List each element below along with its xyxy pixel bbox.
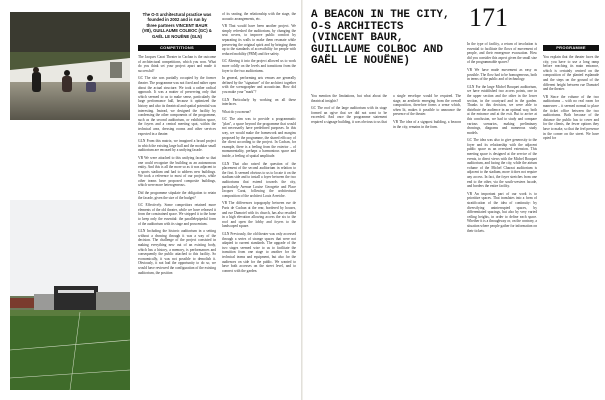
left-column-1 [138,12,216,278]
right-page [303,0,605,400]
left-column-2 [222,12,296,276]
paragraph: GLN Including the historic auditorium in a setting without a drawing through it was a way of the decision. The challenge of the project consisted in making everything new out of an existing body, which has a history, a memory, is performances and consequently the public attached to this facility. So economically, it was not possible to demolish it. Obviously, it not had the opportunity to do so, we would have reviewed the configuration of the existing auditorium, the position [138,229,216,275]
paragraph: of its seating, the relationship with the stage, the acoustic arrangements, etc. [222,12,296,21]
paragraph: VB The differences topography between rue de Paris de Cachan at the rear, bordered by houses, and rue Dumotel with its church, has also resulted in a high elevation allowing access the six to the roof and open the lobby and foyers to the landscaped square. [222,201,296,229]
paragraph: You mention the limitations, but what about the theatrical insights? [311,94,387,103]
photo-stadium [10,200,130,390]
paragraph: VB An important part of our work is to prioritize spaces. That translates into a form of stratification of the idea of continuity: by diversifying uninterrupted spaces, by differentiated spacings, but also by very varied ceiling heights, in order to define each space. Whether it is a throughway or, on the contrary, a situation where people gather for information on their tickets. [467,191,537,233]
paragraph: GC Effectively. Some competitors retained more elements of the old theater, while we have released it from the constrained space. We stripped it to the bone to keep only the essential: the parallelepipedal form of the auditorium with its stage and proscenium. [138,203,216,226]
paragraph: a single envelope would be required. The stage, an aesthetic emerging from the overall composition, therefore forms a sense which, when lit, makes it possible to announce the presence of the theater. [393,94,461,117]
paragraph: What do you mean? [222,109,251,114]
paragraph: GC The aim was to provide a programmatic "plan", a space beyond the programme that would not necessarily have predefined purposes. In this way, we would make the framework and margins proposed by the programme, the shared efficacy of the client according to the project. In Cachan, for example, there is a feeling from the exterior – of monumentality, perhaps a harmonious space and inside, a feeling of spatial amplitude. [222,117,296,159]
right-column-3 [467,42,537,236]
section-label-competitions: COMPETITIONS [138,45,216,51]
paragraph: You explain that the theater faces the city, you have to use a long ramp before reaching its main entrance, which is certainly centred on the composition of the planted esplanade and the steps on the ground of the different height between rue Dumotel and the theater. [543,55,599,92]
paragraph: VB We were attached to this unifying facade so that one could recognize the building as an autonomous entity. And this is all the more so as it was adjacent to a sports stadium and had to address new buildings. We took a reference to most of our projects, while other teams have proposed composite buildings, which were more heterogeneous. [138,155,216,188]
paragraph: GLN For the large Michel Bouquet auditorium, we have established two access points, one in the upper section and the other in the lower section, in the courtyard and in the garden. Thanks to this decision, we were able to distribute the audience in an optimal way, both at the entrance and at the exit. But to arrive at this conclusion, we had to study and compare various scenarios, making preliminary drawings, diagrams and numerous study models. [467,84,537,135]
paragraph: GLN From this matrix, we imagined a broad project in which the existing large hall and the modular small auditorium are encased by a unifying facade. [138,139,216,153]
right-column-2 [393,94,461,132]
photo-stadium-image [10,200,130,390]
photo-plaza-image [10,12,130,120]
paragraph: Did the programme stipulate the obligation to retain the facade, given the size of the budget? [138,191,216,200]
right-column-4 [543,42,599,144]
paragraph: GC The site was partially occupied by the former theater. The programme was not fixed and rather open about the actual structure. We took a rather radical approach. It was a matter of preserving only that which seemed to us to make sense, particularly the large performance hall, because it optimized the history and also its theatrical and spatial potential was interesting. Instead, we designed the facility by condensing the other components of the programme, such as the second auditorium, or exhibition space, the foyers and a central meeting spot, within the technical area, dressing rooms and other services expected in a theater. [138,76,216,136]
paragraph: VB We have made movement as easy as possible. The flow had to be homogeneous, both in terms of the public and of technology. [467,67,537,82]
left-page [0,0,302,400]
paragraph: GLN That also raised the question of the placement of the second auditorium in relation to the first. It seemed obvious to us to locate it on the stadium side and to install a foyer between the two auditoriums that extend towards the city, particularly Avenue Louise Georgette and Place Jacques Carat, following the architectural composition of the architect Louis Arretche. [222,161,296,198]
section-label-programme: PROGRAMME [543,45,599,51]
paragraph: GLN Particularly by working on all these interfaces. [222,97,296,107]
paragraph: GC The roof of the large auditorium with its stage formed an ogive that we did not want to be exceeded. And once the programme statement required a signage building, it was obvious to us that [311,106,387,124]
right-column-1 [311,94,387,128]
photo-plaza [10,12,130,120]
paragraph: VB That would have been another project. We simply refreshed the auditorium, by changing the seat covers, to improve public comfort by separating its walls to make them resonate while preserving the original spirit and by bringing them up to the standards of accessibility for people with reduced mobility (PRM) and fire safety. [222,24,296,56]
intro-text: The O-S architectural practice was founded in 2002 and is run by three partners VINCENT BAUR (VB), GUILLAUME COLBOC (GC) & GAËL LE NOUËNE (GLN) [142,12,212,39]
paragraph: GC The idea was also to give generosity to the foyer and its relationship with the adjacent public space as an oversized extension. This meeting space is designed at the service of the events, to direct views with the Michel Bouquet auditorium, and facing the city, while the atrium volume of the Michel Charzat auditorium is adjacent to the stadium, more it does not require any access. In fact, the foyer stretches from one end to the other, via the south-western facade, and borders the entire facility. [467,138,537,189]
paragraph: GLN Previously, the old theater was only accessed through a series of strange spaces that were not adapted to current standards. The upgrade of the two stages seemed wise to us to facilitate the transition from one stage to another for the technical teams and equipment, but also for the audiences on side for the public. We wanted to have both accesses on the street level, and to connect with the garden. [222,231,296,273]
paragraph: In the type of facility, a return of involution is essential to facilitate the flows of movement of people, and their emergence evacuation. How did you consider this aspect given the small size of the programmable spaces? [467,42,537,65]
paragraph: The Jacques Carat Theater in Cachan is the outcome of architectural competitions, which you won. What do you think set your project apart and made it successful? [138,55,216,73]
paragraph: In general, performing arts venues are generally defined by the "signature" of the architect together with the scenographer and acoustician. How did you make your "mark"? [222,76,296,94]
paragraph: VB The idea of a signpost building, a beacon in the city, remains in the form. [393,119,461,129]
paragraph: GC Altering it into the project allowed us to work more coldly on the levels and transitions from the foyer to the two auditoriums. [222,59,296,73]
page-number: 171 [469,3,508,32]
title-block [311,10,461,68]
article-title: A BEACON IN THE CITY, O-S ARCHITECTS (VINCENT BAUR, GUILLAUME COLBOC AND GAËL LE NOUËNE) [311,9,450,67]
paragraph: VB Since the volume of the two auditoriums – with no real room for maneuver – it seemed normal to place the ticket office between the two auditoriums. Both because of the distance the public has to cover and for the clients, the fewer options they have to make, so that the feel presence in the corner on the street. We have opted for [543,94,599,141]
